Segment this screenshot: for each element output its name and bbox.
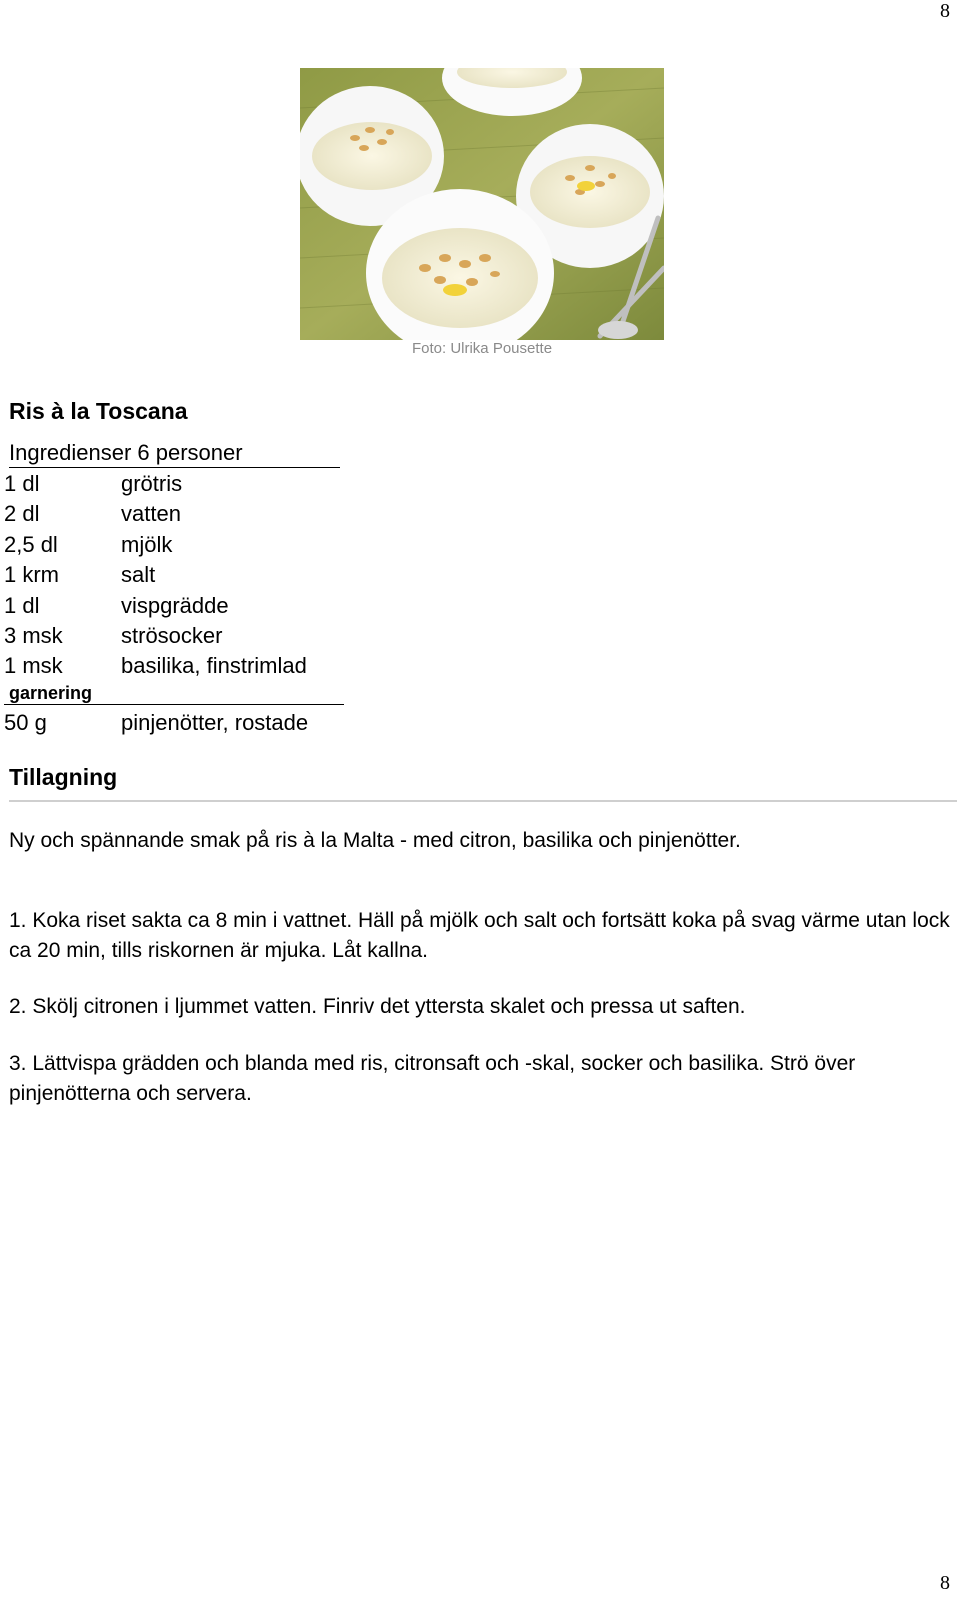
ingredient-item: salt [121,562,156,588]
ingredient-qty: 2,5 dl [4,531,58,557]
method-step: 1. Koka riset sakta ca 8 min i vattnet. Häll på mjölk och salt och fortsätt koka på svag värme utan lock ca 20 min, tills riskornen är mjuka. Låt kallna. [9,909,950,962]
ingredient-item: mjölk [121,531,173,557]
ingredient-qty: 1 krm [4,562,59,588]
ingredient-qty: 1 msk [4,653,63,679]
ingredient-row [4,708,308,738]
ingredient-qty: 2 dl [4,501,40,527]
recipe-title: Ris à la Toscana [9,398,188,424]
ingredient-qty: 3 msk [4,622,63,648]
ingredient-qty: 50 g [4,710,47,735]
ingredient-item: basilika, finstrimlad [121,653,307,679]
ingredient-row [4,591,307,621]
recipe-photo [300,68,664,340]
garnish-header: garnering [4,682,344,705]
rice-pudding-bowls-photo [300,68,664,340]
method-header: Tillagning [9,764,118,790]
page-number-bottom: 8 [940,1572,950,1594]
ingredient-row [4,621,307,651]
ingredient-item: vatten [121,501,181,527]
ingredient-item: vispgrädde [121,592,229,618]
method-step: 3. Lättvispa grädden och blanda med ris, citronsaft och -skal, socker och basilika. Strö över pinjenötterna och servera. [9,1052,856,1105]
ingredients-header: Ingredienser 6 personer [9,440,340,468]
ingredient-row [4,499,307,529]
photo-caption: Foto: Ulrika Pousette [411,340,553,357]
ingredient-row [4,560,307,590]
page-number-top: 8 [940,0,950,22]
ingredient-qty: 1 dl [4,592,40,618]
recipe-intro: Ny och spännande smak på ris à la Malta - med citron, basilika och pinjenötter. [9,829,741,852]
ingredient-item: strösocker [121,622,223,648]
garnish-list [4,708,308,738]
section-divider [9,800,957,802]
method-step: 2. Skölj citronen i ljummet vatten. Finriv det yttersta skalet och pressa ut saften. [9,995,746,1018]
ingredient-row [4,530,307,560]
ingredient-row [4,651,307,681]
ingredient-qty: 1 dl [4,471,40,496]
ingredients-list [4,469,307,682]
ingredient-item: grötris [121,471,183,496]
ingredient-row [4,469,307,499]
ingredient-item: pinjenötter, rostade [121,710,309,735]
